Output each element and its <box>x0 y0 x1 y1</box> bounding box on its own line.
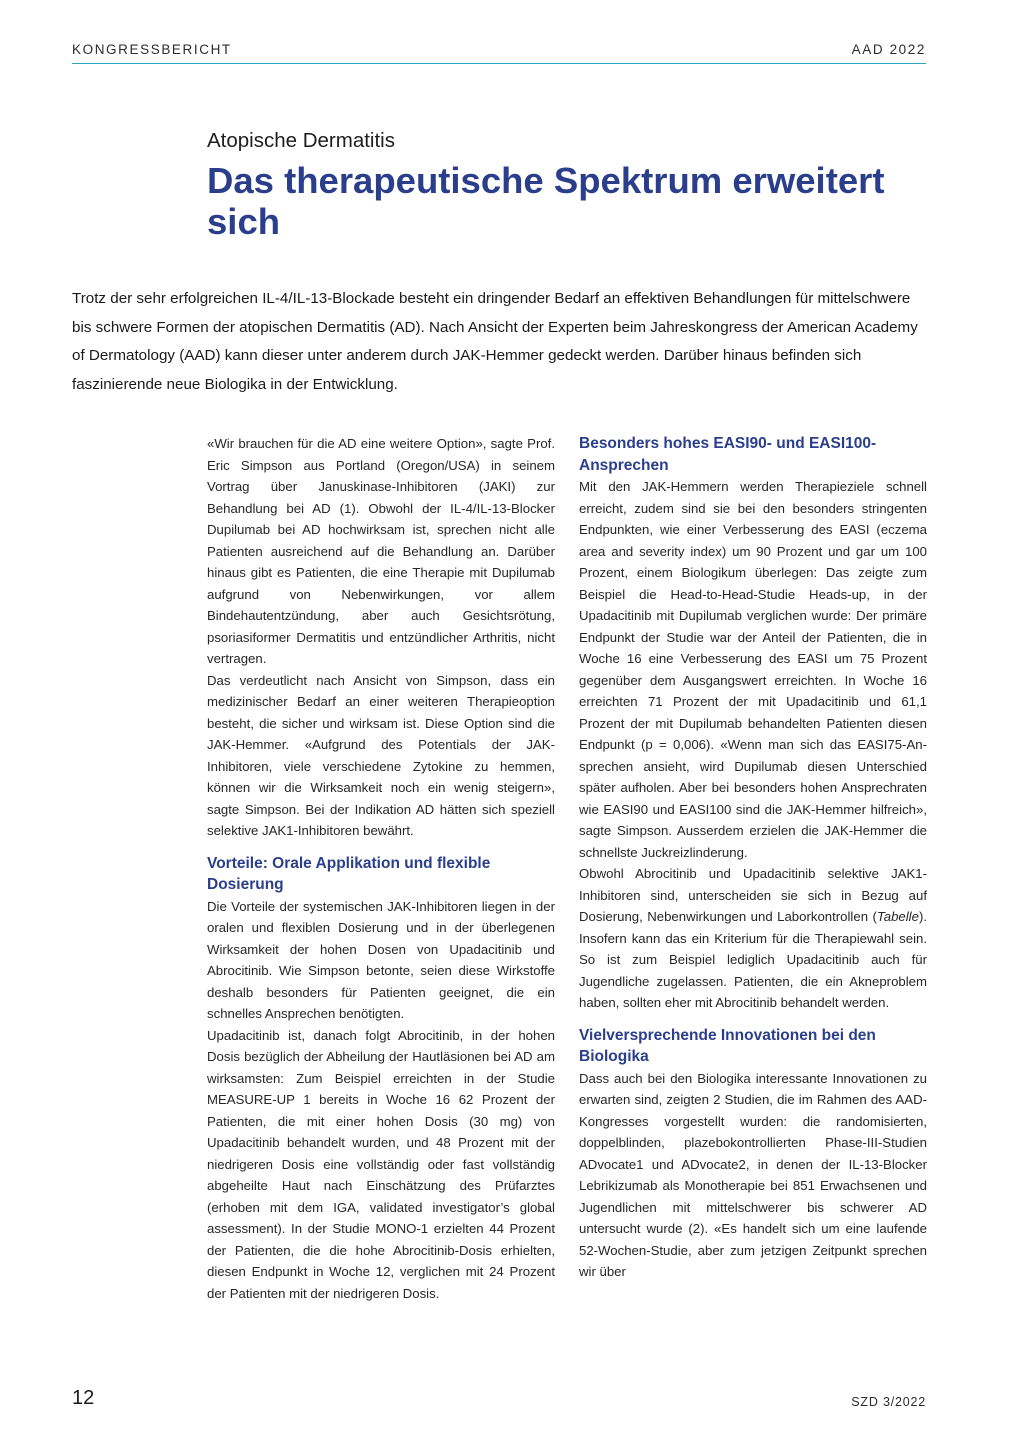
body-paragraph: «Wir brauchen für die AD eine weitere Option», sagte Prof. Eric Simpson aus Portland (Oregon/USA) in seinem Vortrag über Januskinase-Inhibitoren (JAKI) zur Behandlung bei AD (1). Obwohl der IL-4/IL-13-Blocker Dupilumab bei AD hochwirksam ist, sprechen nicht alle Patienten ausreichend auf die Behandlung an. Darüber hinaus gibt es Patienten, die eine Therapie mit Dupilumab aufgrund von Nebenwirkungen, vor allem Bindehautentzündung, aber auch Gesichtsrötung, psoriasiformer Dermatitis und entzündlicher Arthritis, nicht vertragen. <box>207 436 555 666</box>
event-label: AAD 2022 <box>851 42 926 57</box>
section-heading: Besonders hohes EASI90- und EASI100-Ansprechen <box>579 435 877 474</box>
section-heading: Vorteile: Orale Applikation und flexible Dosierung <box>207 854 491 893</box>
lead-paragraph: Trotz der sehr erfolgreichen IL-4/IL-13-Blockade besteht ein dringender Bedarf an effektiven Behandlungen für mittelschwere bis schwere Formen der atopischen Dermatitis (AD). Nach Ansicht der Experten beim Jahreskongress der American Academy of Dermatology (AAD) kann dieser unter anderem durch JAK-Hemmer gedeckt werden. Darüber hinaus befinden sich faszinierende neue Biologika in der Entwicklung. <box>72 290 918 393</box>
running-header <box>72 42 926 57</box>
body-paragraph: Die Vorteile der systemischen JAK-Inhibitoren liegen in der oralen und flexiblen Dosierung und in der überlegenen Wirksamkeit der hohen Dosen von Upadacitinib und Abrocitinib. Wie Simpson betonte, seien diese Wirkstoffe deshalb besonders für Patienten geeignet, die ein schnelles Ansprechen benötigten. <box>207 898 555 1021</box>
body-paragraph <box>579 863 927 1014</box>
body-paragraph: Dass auch bei den Biologika interessante Innovationen zu erwarten sind, zeigten 2 Studien, die im Rahmen des AAD-Kongresses vorgestellt wurden: die randomisierten, doppelblinden, plazebokontrollierten Phase-III-Studien ADvocate1 und ADvocate2, in denen der IL-13-Blocker Lebrikizumab als Monotherapie bei 851 Erwachsenen und Jugendlichen mit mittelschwerer bis schwerer AD untersucht wurde (2). «Es handelt sich um eine laufende 52-Wochen-Studie, aber zum jetzigen Zeitpunkt sprechen wir über <box>579 1070 927 1279</box>
text-run: ). Insofern kann das ein Kriterium für die Therapiewahl sein. So ist zum Beispiel lediglich Upadacitinib auch für Jugendliche zugelassen. Patienten, die ein Akneproblem haben, sollten eher mit Abrocitinib behandelt werden. <box>579 909 927 1010</box>
left-column <box>207 433 555 1304</box>
table-reference: Tabelle <box>876 909 919 924</box>
body-paragraph: Upadacitinib ist, danach folgt Abrocitinib, in der hohen Dosis bezüglich der Abheilung der Hautläsionen bei AD am wirksamsten: Zum Beispiel erreichten in der Studie MEASURE-UP 1 bereits in Woche 16 62 Prozent der Patienten, die mit einer hohen Dosis (30 mg) von Upadacitinib behandelt wurden, und 48 Prozent mit der niedrigeren Dosis eine vollständig oder fast vollständig abgeheilte Haut nach Einschätzung des Prüfarztes (erhoben mit dem IGA, validated investigator’s global assessment). In der Studie MONO-1 erzielten 44 Prozent der Patienten, die die hohe Abrocitinib-Dosis erhielten, diesen Endpunkt in Woche 12, verglichen mit 24 Prozent der Patienten mit der niedrigeren Dosis. <box>207 1027 555 1301</box>
section-heading: Vielversprechende Innovationen bei den Biologika <box>579 1026 876 1065</box>
body-paragraph: Mit den JAK-Hemmern werden Therapieziele schnell erreicht, zudem sind sie bei den besonders stringenten Endpunkten, wie einer Verbesserung des EASI (eczema area and severity index) um 90 Prozent und gar um 100 Prozent, einem Biologikum überlegen: Das zeigte zum Beispiel die Head-to-Head-Studie Heads-up, in der Upadacitinib mit Dupilumab verglichen wurde: Der primäre Endpunkt der Studie war der Anteil der Patienten, die in Woche 16 eine Verbesserung des EASI um 75 Prozent gegenüber dem Ausgangswert erreichten. In Woche 16 erreichten 71 Prozent der mit Upadacitinib und 61,1 Prozent der mit Dupilumab behandelten Patienten diesen Endpunkt (p = 0,006). «Wenn man sich das EASI75-Ansprechen ansieht, wird Dupilumab diesen Unterschied später aufholen. Aber bei besonders hohen Ansprechraten wie EASI90 und EASI100 sind die JAK-Hemmer hilfreich», sagte Simpson. Ausserdem erzielen die JAK-Hemmer die schnellste Juckreizlinderung. <box>579 479 927 860</box>
issue-label: SZD 3/2022 <box>851 1395 926 1409</box>
body-paragraph: Das verdeutlicht nach Ansicht von Simpson, dass ein medizinischer Bedarf an einer weiteren Therapieoption besteht, die sicher und wirksam ist. Diese Option sind die JAK-Hemmer. «Aufgrund des Potentials der JAK-Inhibitoren, viele verschiedene Zytokine zu hemmen, können wir die Wirksamkeit noch ein wenig steigern», sagte Simpson. Bei der Indikation AD hätten sich speziell selektive JAK1-Inhibitoren bewährt. <box>207 672 555 838</box>
right-column <box>579 433 927 1283</box>
section-label: KONGRESSBERICHT <box>72 42 232 57</box>
article-kicker: Atopische Dermatitis <box>207 129 395 152</box>
article-title: Das therapeutische Spektrum erweitert sich <box>207 160 885 242</box>
article-lead <box>72 285 926 399</box>
header-divider <box>72 63 926 64</box>
page-number: 12 <box>72 1387 95 1409</box>
text-run: Obwohl Abrocitinib und Upadacitinib selektive JAK1-Inhibitoren sind, unterscheiden sie sich in Bezug auf Dosierung, Nebenwirkungen und Laborkontrollen ( <box>579 866 927 924</box>
